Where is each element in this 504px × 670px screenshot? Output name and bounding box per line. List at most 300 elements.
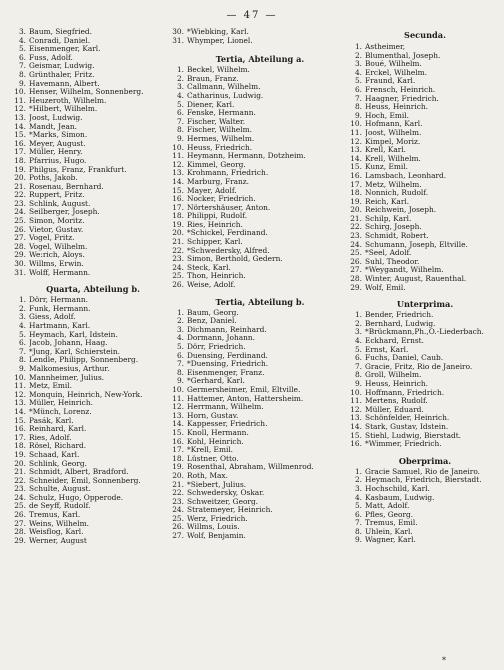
list-item-name: Lendle, Philipp, Sonnenberg. (29, 356, 139, 365)
list-item-number: 7. (18, 62, 26, 71)
list-item-name: Hoch, Emil. (365, 111, 409, 120)
list-item-number: 27. (172, 532, 184, 541)
list-item-name: Kasbaum, Ludwig. (365, 493, 435, 502)
list-item-number: 30. (172, 28, 184, 36)
list-item-number: 7. (176, 117, 184, 126)
list-item (172, 369, 348, 378)
list-item-name: Havemann, Albert. (29, 79, 100, 88)
list-item (14, 243, 172, 252)
list-item-name: Müller, Heinrich. (29, 399, 93, 408)
list-item-number: 20. (14, 459, 26, 468)
list-item-number: 8. (176, 126, 184, 135)
list-item (350, 502, 500, 511)
list-item (350, 476, 500, 485)
list-item-number: 5. (176, 100, 184, 109)
list-item-number: 16. (14, 425, 26, 434)
list-item (350, 519, 500, 528)
list-item-name: Hattemer, Anton, Hattersheim. (187, 394, 304, 403)
list-item-name: Kimpel, Moriz. (365, 137, 421, 146)
list-item (350, 284, 500, 293)
list-item (172, 195, 348, 204)
list-item-name: Heuss, Heinrich. (365, 379, 428, 388)
list-item-number: 9. (176, 377, 184, 386)
list-item-name: Stark, Gustav, Idstein. (365, 422, 449, 431)
list-item-name: Boué, Wilhelm. (365, 60, 422, 69)
list-item-name: Kimmel, Georg. (187, 160, 246, 169)
list-item-name: Werz, Friedrich. (187, 514, 248, 523)
list-item (350, 266, 500, 275)
list-item-number: 16. (14, 139, 26, 148)
list-item-number: 24. (14, 493, 26, 502)
list-item-name: Jacob, Johann, Haag. (29, 339, 108, 348)
list-item-number: 5. (18, 330, 26, 339)
list-item (350, 371, 500, 380)
list-item-number: 16. (350, 171, 362, 180)
list-item-name: Philgus, Franz, Frankfurt. (29, 165, 127, 174)
list-item-name: Schweitzer, Georg. (187, 497, 259, 506)
list-item (172, 317, 348, 326)
list-item-name: Krell, Wilhelm. (365, 154, 421, 163)
list-item (350, 485, 500, 494)
list-item-number: 15. (172, 428, 184, 437)
list-item-name: Wolf, Benjamin. (187, 532, 246, 541)
list-item-name: de Seyff, Rudolf. (29, 502, 91, 511)
list-item (172, 489, 348, 498)
list-item-name: Gracie, Fritz, Rio de Janeiro. (365, 362, 473, 371)
list-item-name: Funk, Hermann. (29, 304, 91, 313)
list-item (172, 352, 348, 361)
list-item (14, 502, 172, 511)
list-item-number: 13. (350, 146, 362, 155)
list-item-name: Weins, Wilhelm. (29, 519, 90, 528)
list-item-name: Grünthaler, Fritz. (29, 70, 95, 79)
list-item-number: 7. (176, 360, 184, 369)
list-item-number: 13. (172, 411, 184, 420)
list-item-name: Fuss, Adolf. (29, 53, 73, 62)
list-item-name: Philippi, Rudolf. (187, 212, 248, 221)
list-item (350, 528, 500, 537)
class-list (350, 43, 500, 292)
list-item-name: Fischer, Wilhelm. (187, 126, 253, 135)
list-item-name: Dormann, Johann. (187, 334, 255, 343)
list-item (172, 135, 348, 144)
list-item (14, 234, 172, 243)
list-item-name: Suhl, Theodor. (365, 257, 420, 266)
class-list (172, 66, 348, 289)
list-item-name: Ernst, Karl. (365, 345, 409, 354)
list-item-name: Simon, Berthold, Gedern. (187, 255, 283, 264)
list-item (350, 120, 500, 129)
list-item (350, 275, 500, 284)
list-item-name: Marburg, Franz. (187, 177, 250, 186)
list-item (350, 172, 500, 181)
list-item-number: 6. (354, 354, 362, 363)
list-item (350, 440, 500, 449)
list-item-name: Poths, Jakob. (29, 174, 78, 183)
list-item (350, 198, 500, 207)
class-list (172, 309, 348, 541)
list-item (172, 438, 348, 447)
list-item-number: 7. (354, 94, 362, 103)
list-item-number: 25. (14, 217, 26, 226)
list-item-name: Simon, Moritz. (29, 217, 85, 226)
list-item-number: 11. (350, 397, 362, 406)
list-item-name: Müller, Henry. (29, 148, 83, 157)
list-item (14, 148, 172, 157)
list-item-name: *Duensing, Friedrich. (187, 360, 269, 369)
list-item-name: *Hilbert, Wilhelm. (29, 105, 98, 114)
list-item-name: Mayer, Adolf. (187, 186, 237, 195)
class-list (350, 468, 500, 545)
list-item-number: 25. (14, 502, 26, 511)
list-item-name: Ruppert, Fritz. (29, 191, 85, 200)
list-item (14, 442, 172, 451)
list-item (350, 52, 500, 61)
list-item-number: 29. (14, 536, 26, 545)
list-item-number: 5. (354, 77, 362, 86)
list-item (172, 360, 348, 369)
class-list (14, 28, 172, 277)
list-item (14, 434, 172, 443)
list-item (14, 348, 172, 357)
list-item (350, 77, 500, 86)
list-item (350, 181, 500, 190)
list-item-name: Callmann, Wilhelm. (187, 83, 261, 92)
list-item-number: 8. (354, 103, 362, 112)
list-item (172, 109, 348, 118)
list-item-number: 2. (354, 319, 362, 328)
list-item (14, 331, 172, 340)
list-item (350, 328, 500, 337)
list-item (350, 129, 500, 138)
list-item (14, 260, 172, 269)
list-item (350, 232, 500, 241)
list-item (14, 62, 172, 71)
list-item-name: Baum, Siegfried. (29, 28, 92, 36)
list-item (350, 206, 500, 215)
list-item (14, 322, 172, 331)
list-item (172, 420, 348, 429)
list-item-number: 3. (18, 313, 26, 322)
list-item-name: Ries, Adolf. (29, 433, 72, 442)
list-item-name: Kappesser, Friedrich. (187, 420, 268, 429)
list-item-number: 15. (14, 416, 26, 425)
list-item-name: Rosenau, Bernhard. (29, 182, 104, 191)
list-item-name: We:rich, Aloys. (29, 251, 85, 260)
list-item-number: 25. (350, 249, 362, 258)
list-item-number: 5. (176, 343, 184, 351)
list-item-name: Uhlein, Karl. (365, 527, 413, 536)
list-item-name: Groll, Wilhelm. (365, 371, 422, 380)
list-item (14, 28, 172, 37)
list-item (14, 269, 172, 278)
list-item-number: 28. (350, 275, 362, 284)
list-item-number: 2. (176, 317, 184, 326)
list-item (172, 187, 348, 196)
list-item-name: Schlink, August. (29, 199, 91, 208)
list-item-number: 6. (354, 510, 362, 519)
list-item-number: 15. (350, 431, 362, 440)
list-item (350, 406, 500, 415)
list-item (172, 161, 348, 170)
list-item (172, 463, 348, 472)
list-item-number: 6. (18, 339, 26, 348)
list-item (14, 451, 172, 460)
list-item-number: 11. (350, 128, 362, 137)
list-item-number: 31. (172, 36, 184, 45)
section-heading: Unterprima. (396, 299, 454, 310)
list-item (350, 155, 500, 164)
list-item-number: 8. (18, 356, 26, 365)
list-item-number: 3. (354, 484, 362, 493)
column-right (350, 28, 500, 545)
list-item-name: Seilberger, Joseph. (29, 208, 100, 217)
list-item (350, 258, 500, 267)
list-item-name: Dichmann, Reinhard. (187, 325, 267, 334)
list-item-name: Heuss, Heinrich. (365, 103, 428, 112)
list-item-number: 9. (354, 379, 362, 388)
list-item (172, 247, 348, 256)
list-item-number: 23. (14, 199, 26, 208)
list-item (14, 399, 172, 408)
list-item-name: *Seel, Adolf. (365, 249, 412, 258)
list-item (172, 281, 348, 290)
list-item-name: Beckel, Wilhelm. (187, 66, 250, 75)
list-item (14, 382, 172, 391)
list-item-number: 9. (354, 111, 362, 120)
list-item-name: *Weygandt, Wilhelm. (365, 266, 444, 275)
list-item (350, 414, 500, 423)
list-item (172, 446, 348, 455)
list-item (14, 174, 172, 183)
list-item-name: Metz, Emil. (29, 382, 72, 391)
list-item-number: 14. (14, 407, 26, 416)
list-item-number: 3. (354, 328, 362, 337)
list-item (350, 311, 500, 320)
list-item-name: Weisflog, Karl. (29, 528, 84, 537)
list-item-name: Eckhard, Ernst. (365, 337, 424, 345)
list-item (350, 60, 500, 69)
list-item-number: 28. (14, 528, 26, 537)
list-item-name: Stratemeyer, Heinrich. (187, 506, 273, 515)
list-item (350, 215, 500, 224)
list-item-name: Diener, Karl. (187, 100, 235, 109)
list-item-number: 22. (14, 476, 26, 485)
list-item (350, 337, 500, 346)
list-item-number: 4. (18, 322, 26, 330)
list-item-number: 13. (172, 169, 184, 178)
list-item-number: 23. (172, 255, 184, 264)
list-item-number: 18. (14, 156, 26, 165)
list-item (172, 255, 348, 264)
list-item-number: 29. (14, 251, 26, 260)
list-item-number: 15. (350, 163, 362, 172)
list-item-name: Matt, Adolf. (365, 502, 410, 511)
list-item-name: Hofmann, Karl. (365, 120, 423, 129)
list-item (350, 494, 500, 503)
list-item (350, 112, 500, 121)
list-item-number: 12. (14, 105, 26, 114)
list-item (172, 221, 348, 230)
list-item-number: 12. (172, 403, 184, 412)
list-item-number: 10. (172, 385, 184, 394)
list-item-name: Stiehl, Ludwig, Bierstadt. (365, 431, 462, 440)
list-item-name: Meyer, August. (29, 139, 86, 148)
list-item-number: 26. (14, 225, 26, 234)
list-item (350, 423, 500, 432)
list-item-number: 11. (172, 152, 184, 161)
list-item-name: Roth, Max. (187, 471, 228, 480)
list-item (14, 494, 172, 503)
list-item (14, 511, 172, 520)
list-item-number: 2. (354, 51, 362, 60)
list-item (14, 468, 172, 477)
list-item (14, 140, 172, 149)
list-item-name: Werner, August (29, 536, 87, 545)
list-item-name: Tremus, Emil. (365, 519, 418, 528)
list-item (350, 146, 500, 155)
list-item-name: Schmidt, Robert. (365, 232, 429, 241)
list-item-name: Duensing, Ferdinand. (187, 351, 268, 360)
list-item (350, 432, 500, 441)
list-item-name: Gracie Samuel, Rio de Janeiro. (365, 467, 480, 476)
list-item-number: 26. (172, 281, 184, 290)
list-item-name: *Schwedersky, Alfred. (187, 246, 270, 255)
list-item-number: 3. (176, 325, 184, 334)
list-item-name: Braun, Franz. (187, 74, 239, 83)
list-item-name: Bernhard, Ludwig. (365, 319, 436, 328)
list-item-name: Blumenthal, Joseph. (365, 51, 441, 60)
list-item (172, 152, 348, 161)
list-item (172, 204, 348, 213)
list-item-number: 29. (350, 283, 362, 292)
list-item-name: *Schickel, Ferdinand. (187, 229, 268, 238)
footer-mark: * (442, 656, 446, 665)
list-item (172, 498, 348, 507)
list-item-number: 23. (14, 485, 26, 494)
list-item-number: 22. (14, 191, 26, 200)
list-item-name: Rösel, Richard. (29, 442, 87, 451)
list-item-number: 15. (14, 131, 26, 140)
list-item (172, 238, 348, 247)
column-middle (172, 28, 348, 541)
list-item-number: 25. (172, 272, 184, 281)
list-item (350, 380, 500, 389)
list-item (172, 523, 348, 532)
list-item-number: 1. (354, 311, 362, 320)
list-item (14, 217, 172, 226)
list-item (14, 131, 172, 140)
list-item-number: 19. (172, 220, 184, 229)
list-item-name: Nörtershäuser, Anton. (187, 203, 271, 212)
list-item (14, 520, 172, 529)
list-item-number: 16. (172, 437, 184, 446)
list-item-number: 14. (172, 420, 184, 429)
list-item-number: 23. (172, 497, 184, 506)
list-item (172, 334, 348, 343)
list-item-name: Eisenmenger, Karl. (29, 45, 101, 54)
list-item-name: Schaad, Karl. (29, 450, 80, 459)
list-item-number: 17. (172, 446, 184, 455)
list-item-number: 11. (172, 394, 184, 403)
list-item-name: Benz, Daniel. (187, 317, 237, 326)
list-item-name: Reich, Karl. (365, 197, 410, 206)
list-item-number: 1. (354, 467, 362, 476)
list-item (350, 354, 500, 363)
list-item (14, 123, 172, 132)
list-item-number: 9. (18, 364, 26, 373)
list-item-number: 18. (172, 454, 184, 463)
list-item-number: 24. (172, 263, 184, 272)
list-item-name: Pfles, Georg. (365, 510, 414, 519)
list-item (172, 75, 348, 84)
list-item (14, 71, 172, 80)
list-item-number: 19. (14, 165, 26, 174)
list-item-name: Wagner, Karl. (365, 536, 416, 545)
list-item-number: 6. (176, 351, 184, 360)
list-item-number: 18. (172, 212, 184, 221)
list-item-name: Schwedersky, Oskar. (187, 489, 265, 498)
column-left (14, 28, 172, 545)
list-item-name: Rosenthal, Abraham, Willmenrod. (187, 463, 314, 472)
list-item-number: 17. (350, 180, 362, 189)
list-item (14, 200, 172, 209)
list-item-number: 4. (176, 334, 184, 343)
list-item (172, 169, 348, 178)
list-item (14, 425, 172, 434)
list-item-name: Catharinus, Ludwig. (187, 91, 264, 100)
list-item (14, 391, 172, 400)
list-item-number: 26. (350, 257, 362, 266)
list-item (172, 506, 348, 515)
list-item-name: Mandt, Jean. (29, 122, 77, 131)
list-item-number: 10. (14, 88, 26, 97)
list-item-name: Fenske, Hermann. (187, 109, 256, 118)
list-item-name: Mannheimer, Julius. (29, 373, 105, 382)
list-item (350, 95, 500, 104)
list-item-name: Conradi, Daniel. (29, 36, 91, 45)
list-item-name: *Krell, Emil. (187, 446, 234, 455)
list-item-name: Nonnich, Rudolf. (365, 189, 429, 198)
list-item-number: 2. (18, 304, 26, 313)
section-heading: Tertia, Abteilung b. (215, 296, 305, 307)
list-item-name: Schmidt, Albert, Bradford. (29, 468, 129, 477)
list-item-name: Weise, Adolf. (187, 281, 236, 290)
list-item-number: 10. (14, 373, 26, 382)
list-item (350, 69, 500, 78)
list-item-name: Germersheimer, Emil, Eltville. (187, 385, 301, 394)
list-item-number: 26. (14, 511, 26, 520)
list-item (172, 66, 348, 75)
list-item-name: Hochschild, Karl. (365, 484, 430, 493)
list-item-number: 5. (354, 502, 362, 511)
list-item-name: *Wimmer, Friedrich. (365, 440, 442, 449)
list-item-number: 15. (172, 186, 184, 195)
list-item-number: 13. (14, 399, 26, 408)
list-item (172, 37, 348, 46)
list-item-name: *Wiebking, Karl. (187, 28, 249, 36)
list-item-number: 3. (354, 60, 362, 69)
list-item (14, 54, 172, 63)
list-item-name: Fuchs, Daniel, Caub. (365, 354, 444, 363)
list-item-number: 19. (172, 463, 184, 472)
list-item-number: 10. (350, 388, 362, 397)
list-item-number: 1. (18, 296, 26, 305)
list-item-name: Pasák, Karl. (29, 416, 74, 425)
list-item-name: Schilp, Karl. (365, 214, 412, 223)
list-item-number: 6. (176, 109, 184, 118)
list-item-number: 4. (354, 337, 362, 345)
